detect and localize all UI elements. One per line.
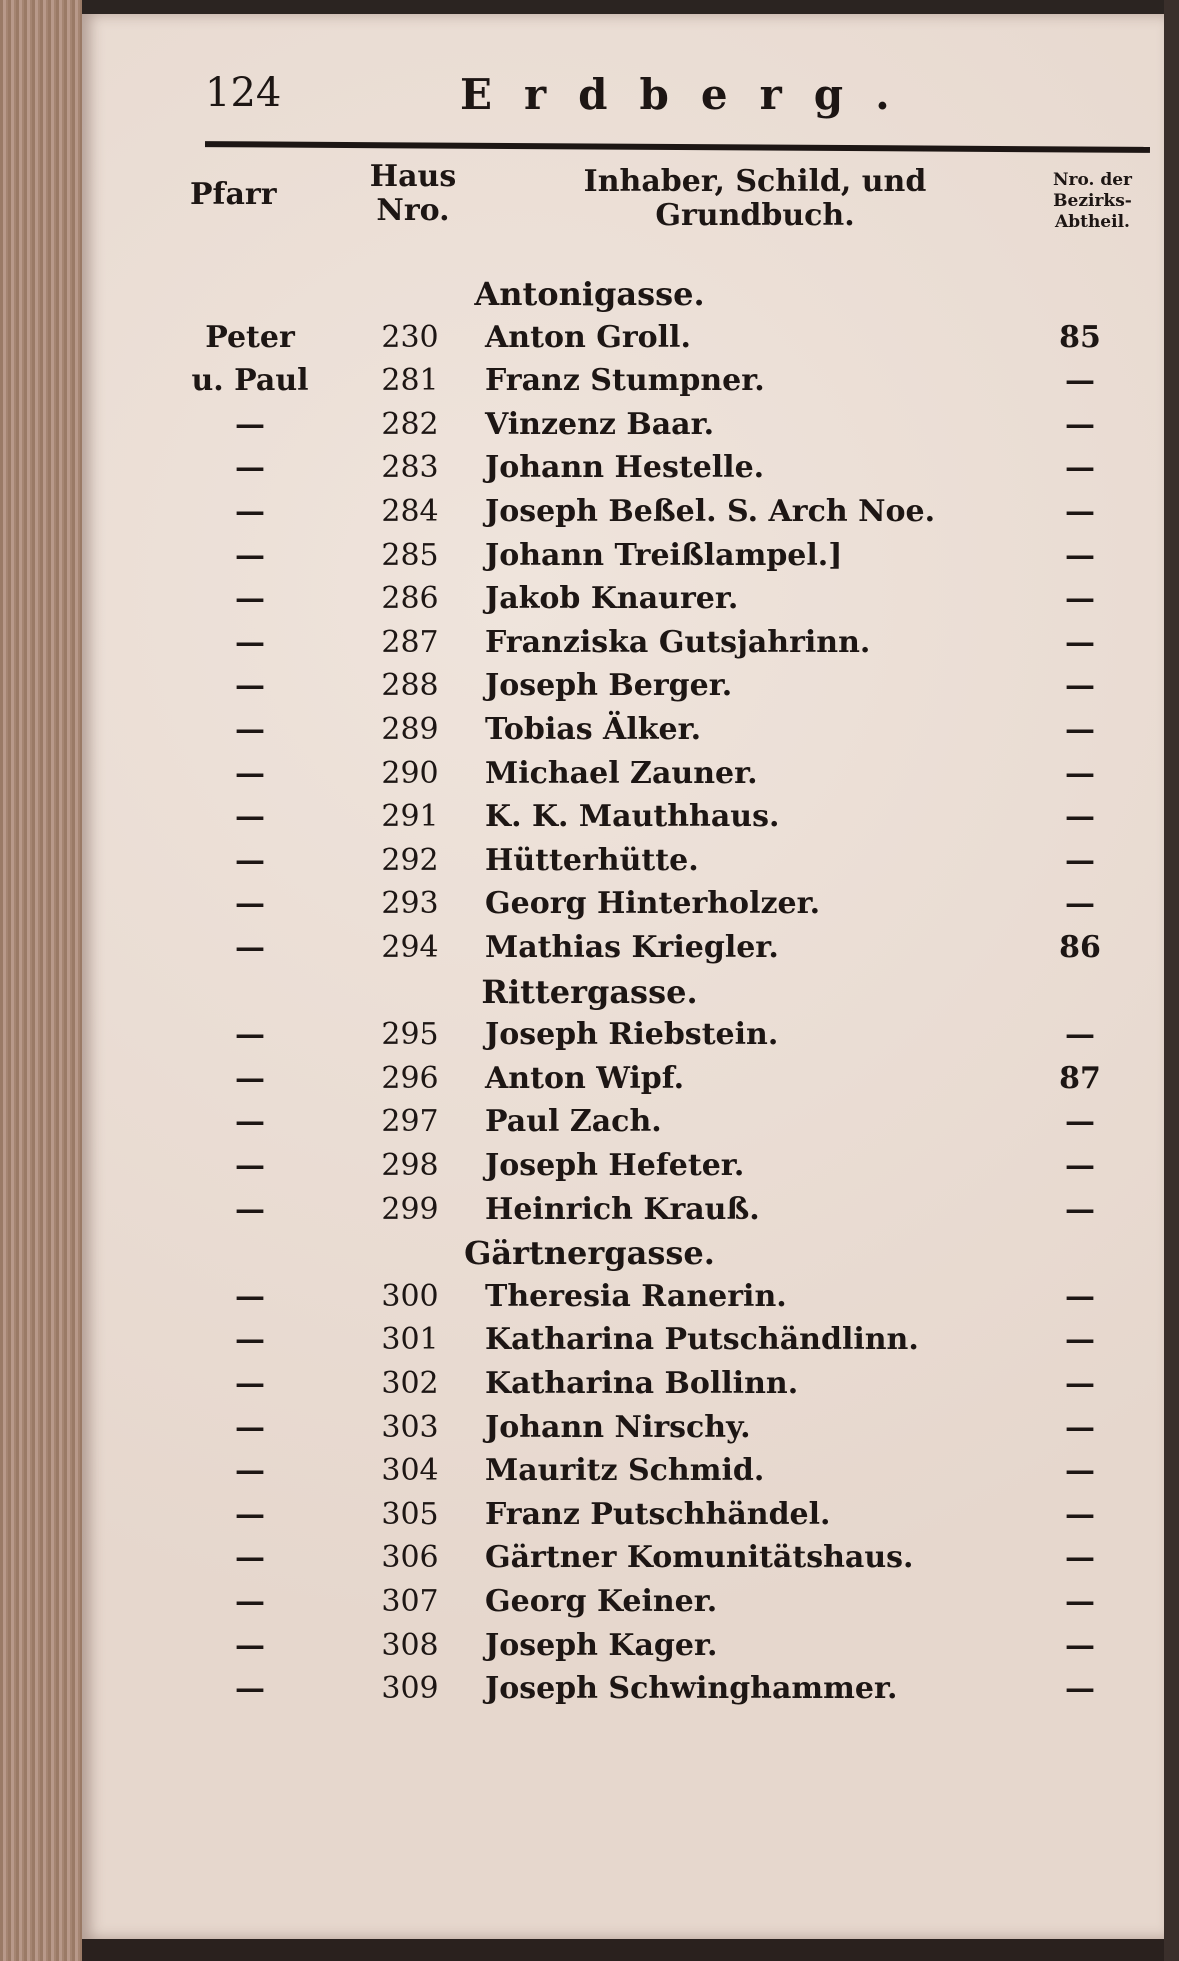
table-row — [0, 1536, 1179, 1580]
table-row — [0, 1406, 1179, 1450]
owner-name: Joseph Schwinghammer. — [485, 1671, 898, 1707]
district-number: — — [1065, 1191, 1095, 1227]
district-number: 86 — [1059, 930, 1101, 965]
district-number: — — [1065, 363, 1095, 399]
street-heading: Antonigasse. — [474, 275, 705, 313]
pfarr-cell: — — [235, 799, 265, 835]
pfarr-cell: — — [235, 1627, 265, 1663]
district-number: — — [1065, 1671, 1095, 1707]
table-row — [0, 664, 1179, 708]
table-row — [0, 316, 1179, 360]
table-row — [0, 1624, 1179, 1668]
table-row — [0, 403, 1179, 447]
table-row — [0, 490, 1179, 534]
house-number: 287 — [381, 624, 439, 660]
house-number: 303 — [381, 1409, 439, 1445]
district-number: — — [1065, 624, 1095, 660]
pfarr-cell: — — [235, 1322, 265, 1358]
pfarr-cell: — — [235, 930, 265, 965]
owner-name: Theresia Ranerin. — [485, 1278, 787, 1314]
district-number: — — [1065, 1453, 1095, 1489]
pfarr-cell: — — [235, 1366, 265, 1401]
house-number: 295 — [381, 1017, 439, 1053]
owner-name: Tobias Älker. — [485, 712, 702, 747]
district-number: — — [1065, 1366, 1095, 1401]
district-number: — — [1065, 755, 1095, 791]
owner-name: Anton Groll. — [485, 319, 691, 355]
pfarr-cell: — — [235, 886, 265, 922]
owner-name: Joseph Kager. — [485, 1627, 718, 1663]
house-number: 309 — [381, 1671, 439, 1707]
district-number: — — [1065, 450, 1095, 486]
district-number: 85 — [1059, 319, 1101, 355]
district-number: — — [1065, 842, 1095, 878]
pfarr-cell: — — [235, 1671, 265, 1707]
table-row — [0, 1013, 1179, 1057]
owner-name: Anton Wipf. — [485, 1060, 685, 1096]
owner-name: Franz Putschhändel. — [485, 1496, 831, 1532]
pfarr-cell: — — [235, 1584, 265, 1619]
house-number: 286 — [381, 581, 439, 617]
house-number: 297 — [381, 1104, 439, 1140]
house-number: 307 — [381, 1584, 439, 1619]
owner-name: Franziska Gutsjahrinn. — [485, 624, 871, 660]
pfarr-cell: — — [235, 406, 265, 442]
street-heading: Gärtnergasse. — [464, 1234, 715, 1273]
house-number: 291 — [381, 799, 439, 835]
table-row — [0, 446, 1179, 490]
district-number: — — [1065, 1584, 1095, 1619]
owner-name: Hütterhütte. — [485, 842, 699, 878]
owner-name: Heinrich Krauß. — [485, 1191, 760, 1227]
house-number: 281 — [381, 363, 439, 399]
table-row — [0, 1057, 1179, 1101]
table-row — [0, 534, 1179, 578]
table-row — [0, 882, 1179, 926]
house-number: 293 — [381, 886, 439, 922]
owner-name: Joseph Riebstein. — [485, 1017, 779, 1053]
header-haus-nro: Haus Nro. — [369, 159, 457, 228]
owner-name: Georg Keiner. — [485, 1584, 718, 1619]
district-number: — — [1065, 1322, 1095, 1358]
page-number: 124 — [205, 70, 282, 116]
house-number: 285 — [381, 537, 439, 573]
table-row — [0, 621, 1179, 665]
house-number: 304 — [381, 1453, 439, 1489]
table-row — [0, 1362, 1179, 1406]
house-number: 292 — [381, 842, 439, 878]
district-number: — — [1065, 886, 1095, 922]
table-row — [0, 1493, 1179, 1537]
district-number: — — [1065, 1104, 1095, 1140]
table-row — [0, 577, 1179, 621]
district-number: — — [1065, 406, 1095, 442]
pfarr-cell: — — [235, 1017, 265, 1053]
header-pfarr: Pfarr — [190, 177, 277, 212]
district-number: — — [1065, 1496, 1095, 1532]
house-number: 289 — [381, 712, 439, 747]
district-number: 87 — [1059, 1060, 1101, 1096]
owner-name: Johann Treißlampel.] — [485, 537, 843, 573]
table-row — [0, 1449, 1179, 1493]
pfarr-cell: — — [235, 842, 265, 878]
house-number: 298 — [381, 1148, 439, 1183]
owner-name: Jakob Knaurer. — [485, 581, 739, 617]
district-number: — — [1065, 494, 1095, 529]
owner-name: Mauritz Schmid. — [485, 1453, 765, 1489]
house-number: 305 — [381, 1496, 439, 1532]
district-number: — — [1065, 1148, 1095, 1183]
table-row — [0, 1188, 1179, 1232]
house-number: 284 — [381, 494, 439, 529]
owner-name: K. K. Mauthhaus. — [485, 799, 780, 835]
owner-name: Franz Stumpner. — [485, 363, 765, 399]
pfarr-cell: — — [235, 712, 265, 747]
pfarr-cell: Peter — [205, 319, 295, 355]
district-number: — — [1065, 537, 1095, 573]
table-row — [0, 1275, 1179, 1319]
owner-name: Vinzenz Baar. — [485, 406, 715, 442]
house-number: 296 — [381, 1060, 439, 1096]
house-number: 283 — [381, 450, 439, 486]
district-number: — — [1065, 1627, 1095, 1663]
house-number: 299 — [381, 1191, 439, 1227]
pfarr-cell: — — [235, 537, 265, 573]
table-row — [0, 1580, 1179, 1624]
pfarr-cell: — — [235, 755, 265, 791]
table-row — [0, 708, 1179, 752]
pfarr-cell: — — [235, 1409, 265, 1445]
owner-name: Michael Zauner. — [485, 755, 758, 791]
district-number: — — [1065, 1540, 1095, 1576]
house-number: 230 — [381, 319, 439, 355]
pfarr-cell: — — [235, 1540, 265, 1576]
pfarr-cell: u. Paul — [191, 363, 309, 399]
owner-name: Georg Hinterholzer. — [485, 886, 821, 922]
pfarr-cell: — — [235, 581, 265, 617]
house-number: 294 — [381, 930, 439, 965]
house-number: 308 — [381, 1627, 439, 1663]
house-number: 300 — [381, 1278, 439, 1314]
pfarr-cell: — — [235, 1148, 265, 1183]
district-number: — — [1065, 1409, 1095, 1445]
pfarr-cell: — — [235, 494, 265, 529]
house-number: 288 — [381, 668, 439, 704]
pfarr-cell: — — [235, 1060, 265, 1096]
owner-name: Johann Nirschy. — [485, 1409, 751, 1445]
pfarr-cell: — — [235, 1278, 265, 1314]
owner-name: Gärtner Komunitätshaus. — [485, 1540, 914, 1576]
house-number: 302 — [381, 1366, 439, 1401]
owner-name: Paul Zach. — [485, 1104, 662, 1140]
owner-name: Joseph Berger. — [485, 668, 733, 704]
pfarr-cell: — — [235, 450, 265, 486]
owner-name: Katharina Putschändlinn. — [485, 1322, 919, 1358]
district-number: — — [1065, 712, 1095, 747]
owner-name: Joseph Hefeter. — [485, 1148, 745, 1183]
owner-name: Johann Hestelle. — [485, 450, 765, 486]
pfarr-cell: — — [235, 1496, 265, 1532]
header-bezirk: Nro. der Bezirks-Abtheil. — [1052, 170, 1133, 232]
house-number: 306 — [381, 1540, 439, 1576]
table-row — [0, 1318, 1179, 1362]
table-row — [0, 926, 1179, 970]
district-number: — — [1065, 1017, 1095, 1053]
table-row — [0, 752, 1179, 796]
table-row — [0, 359, 1179, 403]
pfarr-cell: — — [235, 1104, 265, 1140]
table-row — [0, 839, 1179, 883]
house-number: 290 — [381, 755, 439, 791]
street-heading: Rittergasse. — [481, 972, 698, 1011]
district-number: — — [1065, 668, 1095, 704]
table-row — [0, 1667, 1179, 1711]
district-number: — — [1065, 799, 1095, 835]
header-inhaber: Inhaber, Schild, und Grundbuch. — [583, 164, 927, 233]
owner-name: Mathias Kriegler. — [485, 930, 779, 965]
pfarr-cell: — — [235, 1453, 265, 1489]
pfarr-cell: — — [235, 624, 265, 660]
district-number: — — [1065, 1278, 1095, 1314]
owner-name: Katharina Bollinn. — [485, 1366, 799, 1401]
house-number: 282 — [381, 406, 439, 442]
pfarr-cell: — — [235, 1191, 265, 1227]
district-number: — — [1065, 581, 1095, 617]
table-row — [0, 795, 1179, 839]
table-row — [0, 1144, 1179, 1188]
page-title: Erdberg. — [460, 70, 922, 119]
scan-top-edge — [0, 0, 1179, 14]
house-number: 301 — [381, 1322, 439, 1358]
pfarr-cell: — — [235, 668, 265, 704]
table-row — [0, 1100, 1179, 1144]
owner-name: Joseph Beßel. S. Arch Noe. — [485, 494, 936, 529]
